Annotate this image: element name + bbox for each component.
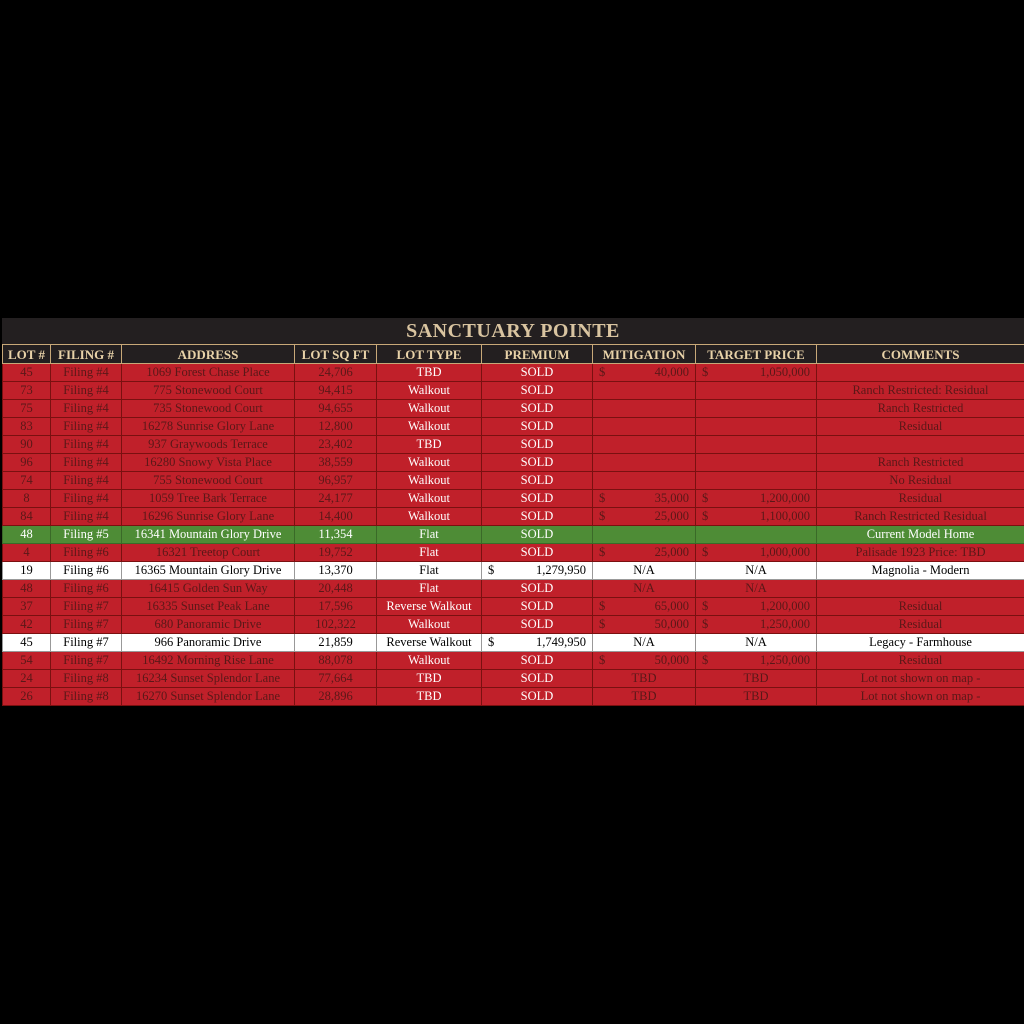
cell-lot: 90: [3, 436, 51, 454]
table-row[interactable]: [3, 688, 1024, 706]
column-header-comments[interactable]: COMMENTS: [817, 345, 1024, 364]
column-header-address[interactable]: ADDRESS: [122, 345, 295, 364]
cell-address: 16492 Morning Rise Lane: [122, 652, 295, 670]
cell-address: 16341 Mountain Glory Drive: [122, 526, 295, 544]
cell-mitigation-amount: 35,000: [654, 491, 689, 505]
cell-comments: [817, 436, 1024, 454]
sheet-title: SANCTUARY POINTE: [2, 318, 1024, 344]
table-row[interactable]: [3, 472, 1024, 490]
table-row[interactable]: [3, 598, 1024, 616]
cell-comments: Legacy - Farmhouse: [817, 634, 1024, 652]
cell-lot-type: TBD: [377, 670, 482, 688]
cell-target-price: [696, 364, 817, 382]
cell-mitigation-currency: $: [599, 509, 606, 523]
cell-lot: 4: [3, 544, 51, 562]
cell-comments: No Residual: [817, 472, 1024, 490]
table-row[interactable]: [3, 490, 1024, 508]
cell-target-price-currency: $: [702, 365, 709, 379]
cell-premium-currency: $: [488, 563, 495, 577]
cell-premium: SOLD: [482, 616, 593, 634]
cell-mitigation: [593, 436, 696, 454]
cell-lot-type: Reverse Walkout: [377, 598, 482, 616]
cell-mitigation-amount: 50,000: [654, 653, 689, 667]
table-row[interactable]: [3, 418, 1024, 436]
cell-comments: Lot not shown on map -: [817, 688, 1024, 706]
cell-lot-type: Walkout: [377, 454, 482, 472]
cell-address: 680 Panoramic Drive: [122, 616, 295, 634]
cell-target-price-amount: 1,200,000: [760, 599, 810, 613]
cell-lot-type: Flat: [377, 544, 482, 562]
cell-address: 937 Graywoods Terrace: [122, 436, 295, 454]
cell-address: 16234 Sunset Splendor Lane: [122, 670, 295, 688]
cell-target-price-amount: 1,200,000: [760, 491, 810, 505]
cell-mitigation-amount: 40,000: [654, 365, 689, 379]
table-row[interactable]: [3, 454, 1024, 472]
cell-filing: Filing #4: [51, 400, 122, 418]
cell-lot: 96: [3, 454, 51, 472]
cell-mitigation-currency: $: [599, 599, 606, 613]
cell-filing: Filing #4: [51, 490, 122, 508]
cell-filing: Filing #7: [51, 652, 122, 670]
cell-lot: 48: [3, 580, 51, 598]
column-header-filing[interactable]: FILING #: [51, 345, 122, 364]
cell-sqft: 13,370: [295, 562, 377, 580]
cell-address: 16270 Sunset Splendor Lane: [122, 688, 295, 706]
cell-sqft: 24,177: [295, 490, 377, 508]
cell-lot-type: Walkout: [377, 616, 482, 634]
cell-lot: 84: [3, 508, 51, 526]
cell-premium: SOLD: [482, 400, 593, 418]
cell-address: 16365 Mountain Glory Drive: [122, 562, 295, 580]
table-row[interactable]: [3, 544, 1024, 562]
cell-comments: Lot not shown on map -: [817, 670, 1024, 688]
cell-address: 16280 Snowy Vista Place: [122, 454, 295, 472]
cell-filing: Filing #6: [51, 580, 122, 598]
cell-address: 16278 Sunrise Glory Lane: [122, 418, 295, 436]
cell-mitigation: TBD: [593, 670, 696, 688]
cell-comments: Residual: [817, 490, 1024, 508]
cell-filing: Filing #4: [51, 364, 122, 382]
cell-lot-type: Flat: [377, 562, 482, 580]
column-header-lot-type[interactable]: LOT TYPE: [377, 345, 482, 364]
cell-mitigation: [593, 544, 696, 562]
cell-mitigation: [593, 382, 696, 400]
cell-target-price: [696, 616, 817, 634]
column-header-mitigation[interactable]: MITIGATION: [593, 345, 696, 364]
cell-filing: Filing #4: [51, 508, 122, 526]
cell-address: 755 Stonewood Court: [122, 472, 295, 490]
cell-mitigation-amount: 50,000: [654, 617, 689, 631]
cell-mitigation: [593, 490, 696, 508]
cell-lot-type: Flat: [377, 526, 482, 544]
cell-target-price: [696, 508, 817, 526]
cell-lot: 45: [3, 634, 51, 652]
cell-target-price-amount: 1,250,000: [760, 653, 810, 667]
cell-target-price: [696, 472, 817, 490]
table-row[interactable]: [3, 526, 1024, 544]
cell-sqft: 14,400: [295, 508, 377, 526]
cell-mitigation: [593, 400, 696, 418]
cell-sqft: 28,896: [295, 688, 377, 706]
table-row[interactable]: [3, 436, 1024, 454]
cell-sqft: 94,655: [295, 400, 377, 418]
table-row[interactable]: [3, 634, 1024, 652]
cell-mitigation-currency: $: [599, 617, 606, 631]
cell-target-price: [696, 490, 817, 508]
cell-lot-type: TBD: [377, 688, 482, 706]
cell-filing: Filing #6: [51, 562, 122, 580]
cell-lot: 54: [3, 652, 51, 670]
cell-mitigation: N/A: [593, 562, 696, 580]
cell-premium: SOLD: [482, 526, 593, 544]
cell-address: 966 Panoramic Drive: [122, 634, 295, 652]
cell-target-price: [696, 436, 817, 454]
table-row[interactable]: [3, 670, 1024, 688]
cell-mitigation: [593, 508, 696, 526]
cell-premium: SOLD: [482, 508, 593, 526]
cell-filing: Filing #4: [51, 436, 122, 454]
cell-mitigation: [593, 598, 696, 616]
cell-lot-type: TBD: [377, 364, 482, 382]
cell-target-price-currency: $: [702, 545, 709, 559]
cell-lot: 26: [3, 688, 51, 706]
cell-target-price: N/A: [696, 562, 817, 580]
cell-filing: Filing #4: [51, 472, 122, 490]
cell-lot: 45: [3, 364, 51, 382]
cell-mitigation: [593, 472, 696, 490]
column-header-target-price[interactable]: TARGET PRICE: [696, 345, 817, 364]
cell-comments: Ranch Restricted Residual: [817, 508, 1024, 526]
cell-mitigation: TBD: [593, 688, 696, 706]
cell-filing: Filing #8: [51, 688, 122, 706]
cell-target-price: [696, 382, 817, 400]
cell-comments: Current Model Home: [817, 526, 1024, 544]
cell-premium: SOLD: [482, 688, 593, 706]
cell-sqft: 102,322: [295, 616, 377, 634]
cell-sqft: 38,559: [295, 454, 377, 472]
cell-filing: Filing #4: [51, 382, 122, 400]
cell-sqft: 24,706: [295, 364, 377, 382]
cell-target-price: TBD: [696, 670, 817, 688]
table-row[interactable]: [3, 400, 1024, 418]
cell-filing: Filing #4: [51, 454, 122, 472]
cell-target-price: [696, 526, 817, 544]
cell-comments: Ranch Restricted: [817, 454, 1024, 472]
cell-filing: Filing #5: [51, 526, 122, 544]
cell-comments: Residual: [817, 418, 1024, 436]
cell-premium: SOLD: [482, 544, 593, 562]
cell-address: 775 Stonewood Court: [122, 382, 295, 400]
cell-target-price-amount: 1,250,000: [760, 617, 810, 631]
cell-lot-type: Walkout: [377, 382, 482, 400]
table-row[interactable]: [3, 382, 1024, 400]
table-row[interactable]: [3, 364, 1024, 382]
cell-comments: Magnolia - Modern: [817, 562, 1024, 580]
cell-filing: Filing #7: [51, 598, 122, 616]
cell-lot-type: Walkout: [377, 652, 482, 670]
cell-target-price-currency: $: [702, 617, 709, 631]
header-row: [3, 345, 1024, 364]
table-row[interactable]: [3, 652, 1024, 670]
cell-premium-amount: 1,279,950: [536, 563, 586, 577]
cell-target-price-amount: 1,000,000: [760, 545, 810, 559]
cell-mitigation-amount: 65,000: [654, 599, 689, 613]
cell-lot: 48: [3, 526, 51, 544]
cell-filing: Filing #4: [51, 418, 122, 436]
cell-mitigation-currency: $: [599, 365, 606, 379]
cell-mitigation-currency: $: [599, 545, 606, 559]
cell-lot: 83: [3, 418, 51, 436]
cell-address: 1059 Tree Bark Terrace: [122, 490, 295, 508]
lot-availability-sheet: [2, 318, 1024, 706]
cell-mitigation: [593, 454, 696, 472]
cell-lot: 19: [3, 562, 51, 580]
cell-lot-type: Walkout: [377, 472, 482, 490]
cell-premium: SOLD: [482, 436, 593, 454]
cell-lot: 74: [3, 472, 51, 490]
cell-target-price-currency: $: [702, 653, 709, 667]
column-header-lot[interactable]: LOT #: [3, 345, 51, 364]
cell-target-price-currency: $: [702, 509, 709, 523]
cell-lot-type: TBD: [377, 436, 482, 454]
table-row[interactable]: [3, 562, 1024, 580]
cell-sqft: 17,596: [295, 598, 377, 616]
cell-premium: [482, 634, 593, 652]
cell-mitigation: N/A: [593, 634, 696, 652]
cell-mitigation: [593, 418, 696, 436]
cell-premium: SOLD: [482, 490, 593, 508]
cell-mitigation-currency: $: [599, 653, 606, 667]
cell-target-price: [696, 544, 817, 562]
cell-mitigation: [593, 526, 696, 544]
cell-lot: 8: [3, 490, 51, 508]
cell-target-price: [696, 652, 817, 670]
cell-mitigation: [593, 364, 696, 382]
cell-premium-currency: $: [488, 635, 495, 649]
cell-sqft: 94,415: [295, 382, 377, 400]
cell-target-price: N/A: [696, 580, 817, 598]
cell-target-price: [696, 400, 817, 418]
cell-lot-type: Walkout: [377, 418, 482, 436]
cell-sqft: 19,752: [295, 544, 377, 562]
column-header-premium[interactable]: PREMIUM: [482, 345, 593, 364]
cell-lot-type: Walkout: [377, 508, 482, 526]
column-header-sqft[interactable]: LOT SQ FT: [295, 345, 377, 364]
cell-premium-amount: 1,749,950: [536, 635, 586, 649]
cell-comments: [817, 364, 1024, 382]
cell-address: 735 Stonewood Court: [122, 400, 295, 418]
cell-lot-type: Flat: [377, 580, 482, 598]
cell-target-price-amount: 1,050,000: [760, 365, 810, 379]
cell-lot: 73: [3, 382, 51, 400]
cell-target-price-amount: 1,100,000: [760, 509, 810, 523]
cell-address: 16335 Sunset Peak Lane: [122, 598, 295, 616]
lot-table: [2, 344, 1024, 706]
cell-address: 16296 Sunrise Glory Lane: [122, 508, 295, 526]
cell-lot-type: Reverse Walkout: [377, 634, 482, 652]
cell-lot: 37: [3, 598, 51, 616]
cell-premium: SOLD: [482, 598, 593, 616]
cell-mitigation: [593, 652, 696, 670]
cell-target-price: TBD: [696, 688, 817, 706]
cell-filing: Filing #8: [51, 670, 122, 688]
cell-premium: SOLD: [482, 652, 593, 670]
cell-lot: 24: [3, 670, 51, 688]
cell-mitigation: [593, 616, 696, 634]
cell-comments: [817, 580, 1024, 598]
table-row[interactable]: [3, 580, 1024, 598]
cell-comments: Ranch Restricted: [817, 400, 1024, 418]
cell-premium: SOLD: [482, 382, 593, 400]
cell-sqft: 11,354: [295, 526, 377, 544]
cell-sqft: 23,402: [295, 436, 377, 454]
cell-comments: Residual: [817, 616, 1024, 634]
cell-premium: SOLD: [482, 472, 593, 490]
table-row[interactable]: [3, 616, 1024, 634]
cell-target-price: [696, 418, 817, 436]
cell-premium: SOLD: [482, 580, 593, 598]
cell-comments: Ranch Restricted: Residual: [817, 382, 1024, 400]
cell-sqft: 21,859: [295, 634, 377, 652]
cell-comments: Residual: [817, 652, 1024, 670]
cell-address: 16321 Treetop Court: [122, 544, 295, 562]
cell-sqft: 12,800: [295, 418, 377, 436]
cell-lot-type: Walkout: [377, 400, 482, 418]
cell-target-price-currency: $: [702, 491, 709, 505]
cell-target-price-currency: $: [702, 599, 709, 613]
cell-mitigation-currency: $: [599, 491, 606, 505]
cell-mitigation-amount: 25,000: [654, 509, 689, 523]
cell-lot: 75: [3, 400, 51, 418]
cell-target-price: [696, 454, 817, 472]
cell-premium: SOLD: [482, 418, 593, 436]
cell-mitigation: N/A: [593, 580, 696, 598]
cell-premium: SOLD: [482, 364, 593, 382]
cell-filing: Filing #7: [51, 634, 122, 652]
cell-premium: SOLD: [482, 454, 593, 472]
cell-comments: Residual: [817, 598, 1024, 616]
cell-target-price: N/A: [696, 634, 817, 652]
cell-mitigation-amount: 25,000: [654, 545, 689, 559]
cell-premium: SOLD: [482, 670, 593, 688]
cell-filing: Filing #6: [51, 544, 122, 562]
cell-lot-type: Walkout: [377, 490, 482, 508]
cell-sqft: 20,448: [295, 580, 377, 598]
cell-comments: Palisade 1923 Price: TBD: [817, 544, 1024, 562]
cell-filing: Filing #7: [51, 616, 122, 634]
table-row[interactable]: [3, 508, 1024, 526]
cell-address: 1069 Forest Chase Place: [122, 364, 295, 382]
cell-address: 16415 Golden Sun Way: [122, 580, 295, 598]
cell-sqft: 96,957: [295, 472, 377, 490]
cell-lot: 42: [3, 616, 51, 634]
cell-sqft: 88,078: [295, 652, 377, 670]
cell-target-price: [696, 598, 817, 616]
cell-sqft: 77,664: [295, 670, 377, 688]
cell-premium: [482, 562, 593, 580]
